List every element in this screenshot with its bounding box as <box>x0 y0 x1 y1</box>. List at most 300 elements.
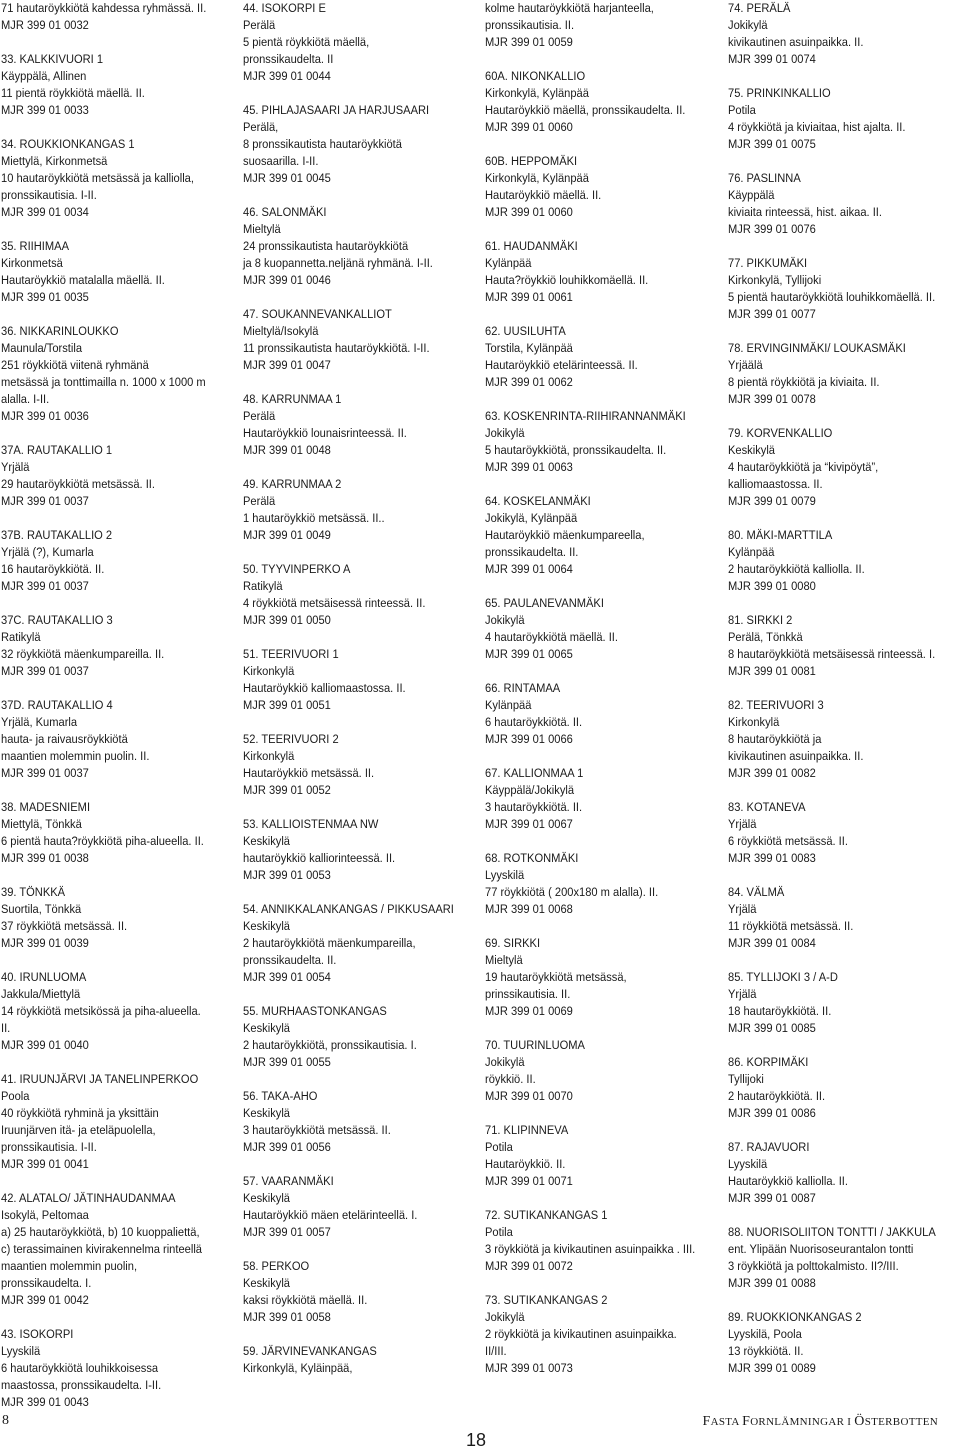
site-entry <box>728 612 960 680</box>
entry-line: maantien molemmin puolin. II. <box>1 749 150 763</box>
entry-line: MJR 399 01 0075 <box>728 137 816 151</box>
entry-line: MJR 399 01 0088 <box>728 1276 816 1290</box>
entry-line: 10 hautaröykkiötä metsässä ja kalliolla, <box>1 171 194 185</box>
site-entry <box>485 1037 721 1105</box>
entry-line: 37 röykkiötä metsässä. II. <box>1 919 128 933</box>
entry-line: Yrjälä <box>728 817 757 831</box>
site-entry <box>728 340 960 408</box>
entry-line: 11 pronssikautista hautaröykkiötä. I-II. <box>243 341 430 355</box>
entry-line: Kirkonkylä, Tyllijoki <box>728 273 822 287</box>
entry-line: MJR 399 01 0050 <box>243 613 331 627</box>
page-number-center: 18 <box>466 1430 487 1450</box>
entry-heading: 50. TYYVINPERKO A <box>243 562 351 576</box>
entry-line: MJR 399 01 0054 <box>243 970 331 984</box>
entry-line: MJR 399 01 0080 <box>728 579 816 593</box>
entry-heading: 71 hautaröykkiötä kahdessa ryhmässä. II. <box>1 1 207 15</box>
site-entry <box>1 51 237 119</box>
entry-line: 8 hautaröykkiötä ja <box>728 732 822 746</box>
site-entry <box>1 697 237 782</box>
entry-line: MJR 399 01 0076 <box>728 222 816 236</box>
entry-line: 2 hautaröykkiötä mäenkumpareilla, <box>243 936 416 950</box>
entry-heading: 54. ANNIKKALANKANGAS / PIKKUSAARI <box>243 902 454 916</box>
entry-line: 19 hautaröykkiötä metsässä, <box>485 970 627 984</box>
entry-line: MJR 399 01 0046 <box>243 273 331 287</box>
entry-line: Yrjälä (?), Kumarla <box>1 545 94 559</box>
site-entry <box>243 1258 479 1326</box>
site-entry <box>728 884 960 952</box>
site-entry <box>728 1309 960 1377</box>
entry-line: II. <box>1 1021 11 1035</box>
entry-line: Kirkonmetsä <box>1 256 63 270</box>
entry-line: Miettylä, Kirkonmetsä <box>1 154 108 168</box>
entry-line: 77 röykkiötä ( 200x180 m alalla). II. <box>485 885 659 899</box>
entry-line: MJR 399 01 0032 <box>1 18 89 32</box>
site-entry <box>243 204 479 289</box>
entry-line: 6 hautaröykkiötä louhikkoisessa <box>1 1361 159 1375</box>
entry-line: MJR 399 01 0060 <box>485 205 573 219</box>
entry-heading: 49. KARRUNMAA 2 <box>243 477 342 491</box>
site-entry <box>485 493 721 578</box>
entry-line: MJR 399 01 0068 <box>485 902 573 916</box>
entry-heading: 58. PERKOO <box>243 1259 310 1273</box>
entry-line: Yrjälä <box>1 460 30 474</box>
entry-line: Jokikylä, Kylänpää <box>485 511 578 525</box>
entry-line: 4 röykkiötä ja kiviaitaa, hist ajalta. II. <box>728 120 906 134</box>
entry-line: Mieltylä <box>485 953 523 967</box>
entry-line: Lyyskilä <box>485 868 525 882</box>
entry-heading: 80. MÄKI-MARTTILA <box>728 528 833 542</box>
entry-heading: 60B. HEPPOMÄKI <box>485 154 578 168</box>
entry-line: 4 hautaröykkiötä mäellä. II. <box>485 630 618 644</box>
site-entry <box>1 1326 237 1411</box>
site-entry <box>485 238 721 306</box>
entry-heading: 51. TEERIVUORI 1 <box>243 647 339 661</box>
entry-line: 3 röykkiötä ja kivikautinen asuinpaikka . III. <box>485 1242 696 1256</box>
entry-heading: 37A. RAUTAKALLIO 1 <box>1 443 113 457</box>
entry-heading: 65. PAULANEVANMÄKI <box>485 596 604 610</box>
entry-heading: 37C. RAUTAKALLIO 3 <box>1 613 113 627</box>
entry-line: MJR 399 01 0037 <box>1 766 89 780</box>
site-entry <box>243 476 479 544</box>
entry-line: Keskikylä <box>243 1106 291 1120</box>
site-entry <box>1 884 237 952</box>
entry-line: MJR 399 01 0056 <box>243 1140 331 1154</box>
entry-line: Hautaröykkiö mäellä, pronssikaudelta. II. <box>485 103 686 117</box>
entry-line: MJR 399 01 0071 <box>485 1174 573 1188</box>
entry-line: Jokikylä <box>485 426 525 440</box>
entry-line: 8 hautaröykkiötä metsäisessä rinteessä. I. <box>728 647 936 661</box>
entry-line: 2 hautaröykkiötä, pronssikautisia. I. <box>243 1038 417 1052</box>
entry-line: alalla. I-II. <box>1 392 50 406</box>
entry-heading: 67. KALLIONMAA 1 <box>485 766 584 780</box>
entry-line: Kirkonkylä <box>728 715 780 729</box>
entry-line: Ratikylä <box>243 579 283 593</box>
site-entry <box>485 935 721 1020</box>
entry-line: maantien molemmin puolin, <box>1 1259 138 1273</box>
entry-line: pronssikautisia. I-II. <box>1 188 97 202</box>
entry-line: Kylänpää <box>728 545 775 559</box>
entry-line: MJR 399 01 0079 <box>728 494 816 508</box>
entry-line: MJR 399 01 0078 <box>728 392 816 406</box>
site-entry <box>1 969 237 1054</box>
entry-heading: 38. MADESNIEMI <box>1 800 91 814</box>
entry-line: Torstila, Kylänpää <box>485 341 573 355</box>
entry-line: 4 hautaröykkiötä ja “kivipöytä”, <box>728 460 879 474</box>
site-entry <box>728 425 960 510</box>
entry-line: Iruunjärven itä- ja eteläpuolella, <box>1 1123 156 1137</box>
entry-line: MJR 399 01 0064 <box>485 562 573 576</box>
entry-line: 6 pientä hauta?röykkiötä piha-alueella. II. <box>1 834 204 848</box>
entry-line: kiviaita rinteessä, hist. aikaa. II. <box>728 205 882 219</box>
entry-heading: 62. UUSILUHTA <box>485 324 566 338</box>
entry-heading: 83. KOTANEVA <box>728 800 806 814</box>
entry-line: 18 hautaröykkiötä. II. <box>728 1004 832 1018</box>
entry-line: 8 pronssikautista hautaröykkiötä <box>243 137 402 151</box>
entry-line: 2 röykkiötä ja kivikautinen asuinpaikka. <box>485 1327 677 1341</box>
site-entry <box>485 408 721 476</box>
entry-line: MJR 399 01 0073 <box>485 1361 573 1375</box>
entry-line: 14 röykkiötä metsikössä ja piha-alueella. <box>1 1004 201 1018</box>
entry-heading: 43. ISOKORPI <box>1 1327 74 1341</box>
entry-line: Kirkonkylä, Kylänpää <box>485 86 589 100</box>
site-entry <box>728 1224 960 1292</box>
site-entry <box>728 969 960 1037</box>
entry-line: Tyllijoki <box>728 1072 764 1086</box>
site-entry <box>1 323 237 425</box>
entry-line: MJR 399 01 0063 <box>485 460 573 474</box>
entry-line: Perälä <box>243 409 276 423</box>
entry-line: pronssikaudelta. II <box>243 52 334 66</box>
entry-line: Kirkonkylä <box>243 749 295 763</box>
running-title-f: F <box>702 1414 711 1429</box>
site-entry <box>243 1343 479 1377</box>
site-entry <box>243 102 479 187</box>
entry-line: 5 pientä hautaröykkiötä louhikkomäellä. II. <box>728 290 936 304</box>
entry-heading: 77. PIKKUMÄKI <box>728 256 808 270</box>
entry-line: 24 pronssikautista hautaröykkiötä <box>243 239 409 253</box>
entry-line: pronssikaudelta. II. <box>243 953 337 967</box>
entry-line: 4 röykkiötä metsäisessä rinteessä. II. <box>243 596 426 610</box>
entry-line: 13 röykkiötä. II. <box>728 1344 804 1358</box>
site-entry <box>728 697 960 782</box>
entry-line: 5 hautaröykkiötä, pronssikaudelta. II. <box>485 443 667 457</box>
entry-line: Jokikylä <box>485 613 525 627</box>
entry-line: Mieltylä <box>243 222 281 236</box>
site-entry <box>243 816 479 884</box>
site-entry <box>728 85 960 153</box>
entry-line: Maunula/Torstila <box>1 341 83 355</box>
site-entry <box>485 68 721 136</box>
entry-line: hauta- ja raivausröykkiötä <box>1 732 128 746</box>
entry-heading: 53. KALLIOISTENMAA NW <box>243 817 379 831</box>
entry-line: Ratikylä <box>1 630 41 644</box>
entry-line: kolme hautaröykkiötä harjanteella, <box>485 1 654 15</box>
entry-line: 1 hautaröykkiö metsässä. II.. <box>243 511 385 525</box>
entry-line: MJR 399 01 0059 <box>485 35 573 49</box>
entry-line: 8 pientä röykkiötä ja kiviaita. II. <box>728 375 880 389</box>
entry-heading: 46. SALONMÄKI <box>243 205 327 219</box>
site-entry <box>728 170 960 238</box>
entry-line: Miettylä, Tönkkä <box>1 817 82 831</box>
entry-line: Yrjäälä <box>728 358 763 372</box>
site-entry <box>485 1207 721 1275</box>
entry-heading: 75. PRINKINKALLIO <box>728 86 831 100</box>
entry-heading: 71. KLIPINNEVA <box>485 1123 569 1137</box>
site-entry <box>1 136 237 221</box>
entry-line: MJR 399 01 0033 <box>1 103 89 117</box>
entry-line: II/III. <box>485 1344 507 1358</box>
entry-line: MJR 399 01 0039 <box>1 936 89 950</box>
entry-line: Jokikylä <box>485 1310 525 1324</box>
entry-heading: 78. ERVINGINMÄKI/ LOUKASMÄKI <box>728 341 906 355</box>
entry-line: Hautaröykkiö mäen etelärinteellä. I. <box>243 1208 418 1222</box>
entry-line: Suortila, Tönkkä <box>1 902 82 916</box>
entry-line: Perälä, Tönkkä <box>728 630 803 644</box>
entry-heading: 87. RAJAVUORI <box>728 1140 810 1154</box>
entry-line: pronssikautisia. II. <box>485 18 575 32</box>
entry-line: 5 pientä röykkiötä mäellä, <box>243 35 370 49</box>
site-entry <box>485 765 721 833</box>
entry-heading: 89. RUOKKIONKANGAS 2 <box>728 1310 862 1324</box>
entry-line: Käyppälä/Jokikylä <box>485 783 575 797</box>
entry-line: MJR 399 01 0037 <box>1 579 89 593</box>
entry-line: MJR 399 01 0055 <box>243 1055 331 1069</box>
site-entry <box>485 1122 721 1190</box>
entry-heading: 34. ROUKKIONKANGAS 1 <box>1 137 135 151</box>
site-entry <box>243 901 479 986</box>
site-entry <box>485 1292 721 1377</box>
running-title-asta: ASTA <box>710 1416 743 1428</box>
entry-heading: 73. SUTIKANKANGAS 2 <box>485 1293 608 1307</box>
entry-line: hautaröykkiö kalliorinteessä. II. <box>243 851 396 865</box>
site-entry <box>1 0 237 34</box>
entry-line: Lyyskilä <box>728 1157 768 1171</box>
entry-line: Jokikylä <box>728 18 768 32</box>
entry-line: Lyyskilä <box>1 1344 41 1358</box>
entry-heading: 37B. RAUTAKALLIO 2 <box>1 528 113 542</box>
entry-heading: 63. KOSKENRINTA-RIIHIRANNANMÄKI <box>485 409 686 423</box>
entry-line: kaksi röykkiötä mäellä. II. <box>243 1293 368 1307</box>
entry-line: MJR 399 01 0053 <box>243 868 331 882</box>
site-entry <box>485 680 721 748</box>
entry-line: 6 röykkiötä metsässä. II. <box>728 834 848 848</box>
entry-line: 16 hautaröykkiötä. II. <box>1 562 105 576</box>
entry-line: kivikautinen asuinpaikka. II. <box>728 35 864 49</box>
entry-heading: 82. TEERIVUORI 3 <box>728 698 824 712</box>
entry-line: Mieltylä/Isokylä <box>243 324 319 338</box>
entry-line: Yrjälä <box>728 902 757 916</box>
site-entry <box>485 0 721 51</box>
entry-line: Keskikylä <box>243 1276 291 1290</box>
entry-line: Keskikylä <box>243 1021 291 1035</box>
site-entry <box>485 850 721 918</box>
entry-heading: 69. SIRKKI <box>485 936 541 950</box>
entry-line: Hautaröykkiö mäellä. II. <box>485 188 602 202</box>
entry-heading: 33. KALKKIVUORI 1 <box>1 52 104 66</box>
entry-line: MJR 399 01 0057 <box>243 1225 331 1239</box>
entry-line: MJR 399 01 0077 <box>728 307 816 321</box>
entry-line: MJR 399 01 0048 <box>243 443 331 457</box>
entry-heading: 56. TAKA-AHO <box>243 1089 318 1103</box>
entry-line: metsässä ja tonttimailla n. 1000 x 1000 m <box>1 375 206 389</box>
entry-heading: 85. TYLLIJOKI 3 / A-D <box>728 970 838 984</box>
site-entry <box>728 0 960 68</box>
site-entry <box>485 153 721 221</box>
entry-line: MJR 399 01 0085 <box>728 1021 816 1035</box>
site-entry <box>728 255 960 323</box>
entry-line: 251 röykkiötä viitenä ryhmänä <box>1 358 149 372</box>
site-entry <box>728 799 960 867</box>
entry-line: 6 hautaröykkiötä. II. <box>485 715 583 729</box>
column-4 <box>728 0 960 1377</box>
site-entry <box>243 1173 479 1241</box>
entry-heading: 39. TÖNKKÄ <box>1 885 66 899</box>
entry-heading: 59. JÄRVINEVANKANGAS <box>243 1344 377 1358</box>
entry-line: MJR 399 01 0043 <box>1 1395 89 1409</box>
entry-heading: 55. MURHAASTONKANGAS <box>243 1004 387 1018</box>
entry-line: Hautaröykkiö mäenkumpareella, <box>485 528 645 542</box>
entry-line: Hautaröykkiö metsässä. II. <box>243 766 375 780</box>
column-1 <box>1 0 237 1411</box>
entry-heading: 70. TUURINLUOMA <box>485 1038 585 1052</box>
entry-line: Potila <box>728 103 756 117</box>
entry-line: 11 pientä röykkiötä mäellä. II. <box>1 86 145 100</box>
entry-line: MJR 399 01 0087 <box>728 1191 816 1205</box>
entry-line: MJR 399 01 0042 <box>1 1293 89 1307</box>
entry-line: MJR 399 01 0066 <box>485 732 573 746</box>
entry-line: Kirkonkylä, Kylänpää <box>485 171 589 185</box>
entry-line: Hautaröykkiö matalalla mäellä. II. <box>1 273 165 287</box>
entry-line: Hauta?röykkiö louhikkomäellä. II. <box>485 273 649 287</box>
site-entry <box>1 799 237 867</box>
entry-line: MJR 399 01 0083 <box>728 851 816 865</box>
entry-line: Keskikylä <box>243 919 291 933</box>
entry-line: kivikautinen asuinpaikka. II. <box>728 749 864 763</box>
entry-heading: 81. SIRKKI 2 <box>728 613 793 627</box>
entry-line: röykkiö. II. <box>485 1072 536 1086</box>
entry-line: MJR 399 01 0069 <box>485 1004 573 1018</box>
entry-line: MJR 399 01 0051 <box>243 698 331 712</box>
entry-line: MJR 399 01 0044 <box>243 69 331 83</box>
entry-line: Keskikylä <box>243 834 291 848</box>
entry-line: Perälä <box>243 494 276 508</box>
entry-line: MJR 399 01 0065 <box>485 647 573 661</box>
entry-line: Lyyskilä, Poola <box>728 1327 802 1341</box>
entry-line: MJR 399 01 0074 <box>728 52 816 66</box>
entry-heading: 36. NIKKARINLOUKKO <box>1 324 119 338</box>
entry-line: maastossa, pronssikaudelta. I-II. <box>1 1378 162 1392</box>
entry-heading: 45. PIHLAJASAARI JA HARJUSAARI <box>243 103 430 117</box>
site-entry <box>1 442 237 510</box>
entry-line: MJR 399 01 0061 <box>485 290 573 304</box>
site-entry <box>243 1003 479 1071</box>
entry-line: Käyppälä, Allinen <box>1 69 87 83</box>
site-entry <box>243 0 479 85</box>
entry-line: Hautaröykkiö. II. <box>485 1157 566 1171</box>
entry-heading: 52. TEERIVUORI 2 <box>243 732 339 746</box>
entry-line: prinssikautisia. II. <box>485 987 571 1001</box>
entry-line: Potila <box>485 1140 513 1154</box>
entry-line: suosaarilla. I-II. <box>243 154 319 168</box>
entry-heading: 74. PERÄLÄ <box>728 1 791 15</box>
entry-line: a) 25 hautaröykkiötä, b) 10 kuoppaliettä, <box>1 1225 200 1239</box>
entry-heading: 86. KORPIMÄKI <box>728 1055 809 1069</box>
entry-heading: 72. SUTIKANKANGAS 1 <box>485 1208 608 1222</box>
entry-heading: 57. VAARANMÄKI <box>243 1174 334 1188</box>
entry-line: 40 röykkiötä ryhminä ja yksittäin <box>1 1106 159 1120</box>
entry-line: Yrjälä, Kumarla <box>1 715 78 729</box>
entry-line: ja 8 kuopannetta.neljänä ryhmänä. I-II. <box>243 256 433 270</box>
site-entry <box>1 527 237 595</box>
site-entry <box>243 731 479 799</box>
site-entry <box>243 1088 479 1156</box>
entry-line: pronssikautisia. I-II. <box>1 1140 97 1154</box>
site-entry <box>1 1071 237 1173</box>
entry-line: Hautaröykkiö kalliolla. II. <box>728 1174 848 1188</box>
entry-line: MJR 399 01 0045 <box>243 171 331 185</box>
entry-heading: 44. ISOKORPI E <box>243 1 326 15</box>
entry-line: c) terassimainen kivirakennelma rinteellä <box>1 1242 202 1256</box>
entry-line: Hautaröykkiö etelärinteessä. II. <box>485 358 638 372</box>
entry-line: MJR 399 01 0060 <box>485 120 573 134</box>
entry-line: 32 röykkiötä mäenkumpareilla. II. <box>1 647 165 661</box>
entry-heading: 47. SOUKANNEVANKALLIOT <box>243 307 392 321</box>
entry-line: Potila <box>485 1225 513 1239</box>
page-number-left: 8 <box>2 1413 9 1428</box>
entry-line: 3 röykkiötä ja polttokalmisto. II?/III. <box>728 1259 899 1273</box>
site-entry <box>243 306 479 374</box>
entry-line: Isokylä, Peltomaa <box>1 1208 89 1222</box>
entry-line: MJR 399 01 0036 <box>1 409 89 423</box>
entry-heading: 88. NUORISOLIITON TONTTI / JAKKULA <box>728 1225 936 1239</box>
entry-heading: 79. KORVENKALLIO <box>728 426 833 440</box>
entry-line: pronssikaudelta. I. <box>1 1276 92 1290</box>
entry-line: Poola <box>1 1089 30 1103</box>
entry-line: MJR 399 01 0086 <box>728 1106 816 1120</box>
entry-line: 29 hautaröykkiötä metsässä. II. <box>1 477 155 491</box>
entry-heading: 68. ROTKONMÄKI <box>485 851 579 865</box>
site-entry <box>1 1190 237 1309</box>
running-title-ornlamningar: ORNLÄMNINGAR I <box>750 1416 855 1428</box>
site-entry <box>243 391 479 459</box>
entry-heading: 76. PASLINNA <box>728 171 801 185</box>
entry-line: MJR 399 01 0062 <box>485 375 573 389</box>
entry-line: MJR 399 01 0084 <box>728 936 816 950</box>
running-title <box>703 1414 939 1430</box>
site-entry <box>1 612 237 680</box>
entry-line: MJR 399 01 0037 <box>1 494 89 508</box>
entry-heading: 61. HAUDANMÄKI <box>485 239 578 253</box>
entry-heading: 41. IRUUNJÄRVI JA TANELINPERKOO <box>1 1072 199 1086</box>
entry-heading: 42. ALATALO/ JÄTINHAUDANMAA <box>1 1191 176 1205</box>
site-entry <box>243 561 479 629</box>
entry-line: MJR 399 01 0037 <box>1 664 89 678</box>
entry-line: Kirkonkylä, Kyläinpää, <box>243 1361 353 1375</box>
entry-line: Käyppälä <box>728 188 775 202</box>
column-3 <box>485 0 721 1377</box>
running-title-o: Ö <box>854 1414 865 1429</box>
entry-line: MJR 399 01 0082 <box>728 766 816 780</box>
site-entry <box>728 1054 960 1122</box>
entry-line: kalliomaastossa. II. <box>728 477 823 491</box>
entry-heading: 60A. NIKONKALLIO <box>485 69 586 83</box>
entry-line: MJR 399 01 0047 <box>243 358 331 372</box>
entry-line: ent. Ylipään Nuorisoseurantalon tontti <box>728 1242 914 1256</box>
entry-line: MJR 399 01 0040 <box>1 1038 89 1052</box>
site-entry <box>485 595 721 663</box>
entry-line: MJR 399 01 0052 <box>243 783 331 797</box>
site-entry <box>243 646 479 714</box>
